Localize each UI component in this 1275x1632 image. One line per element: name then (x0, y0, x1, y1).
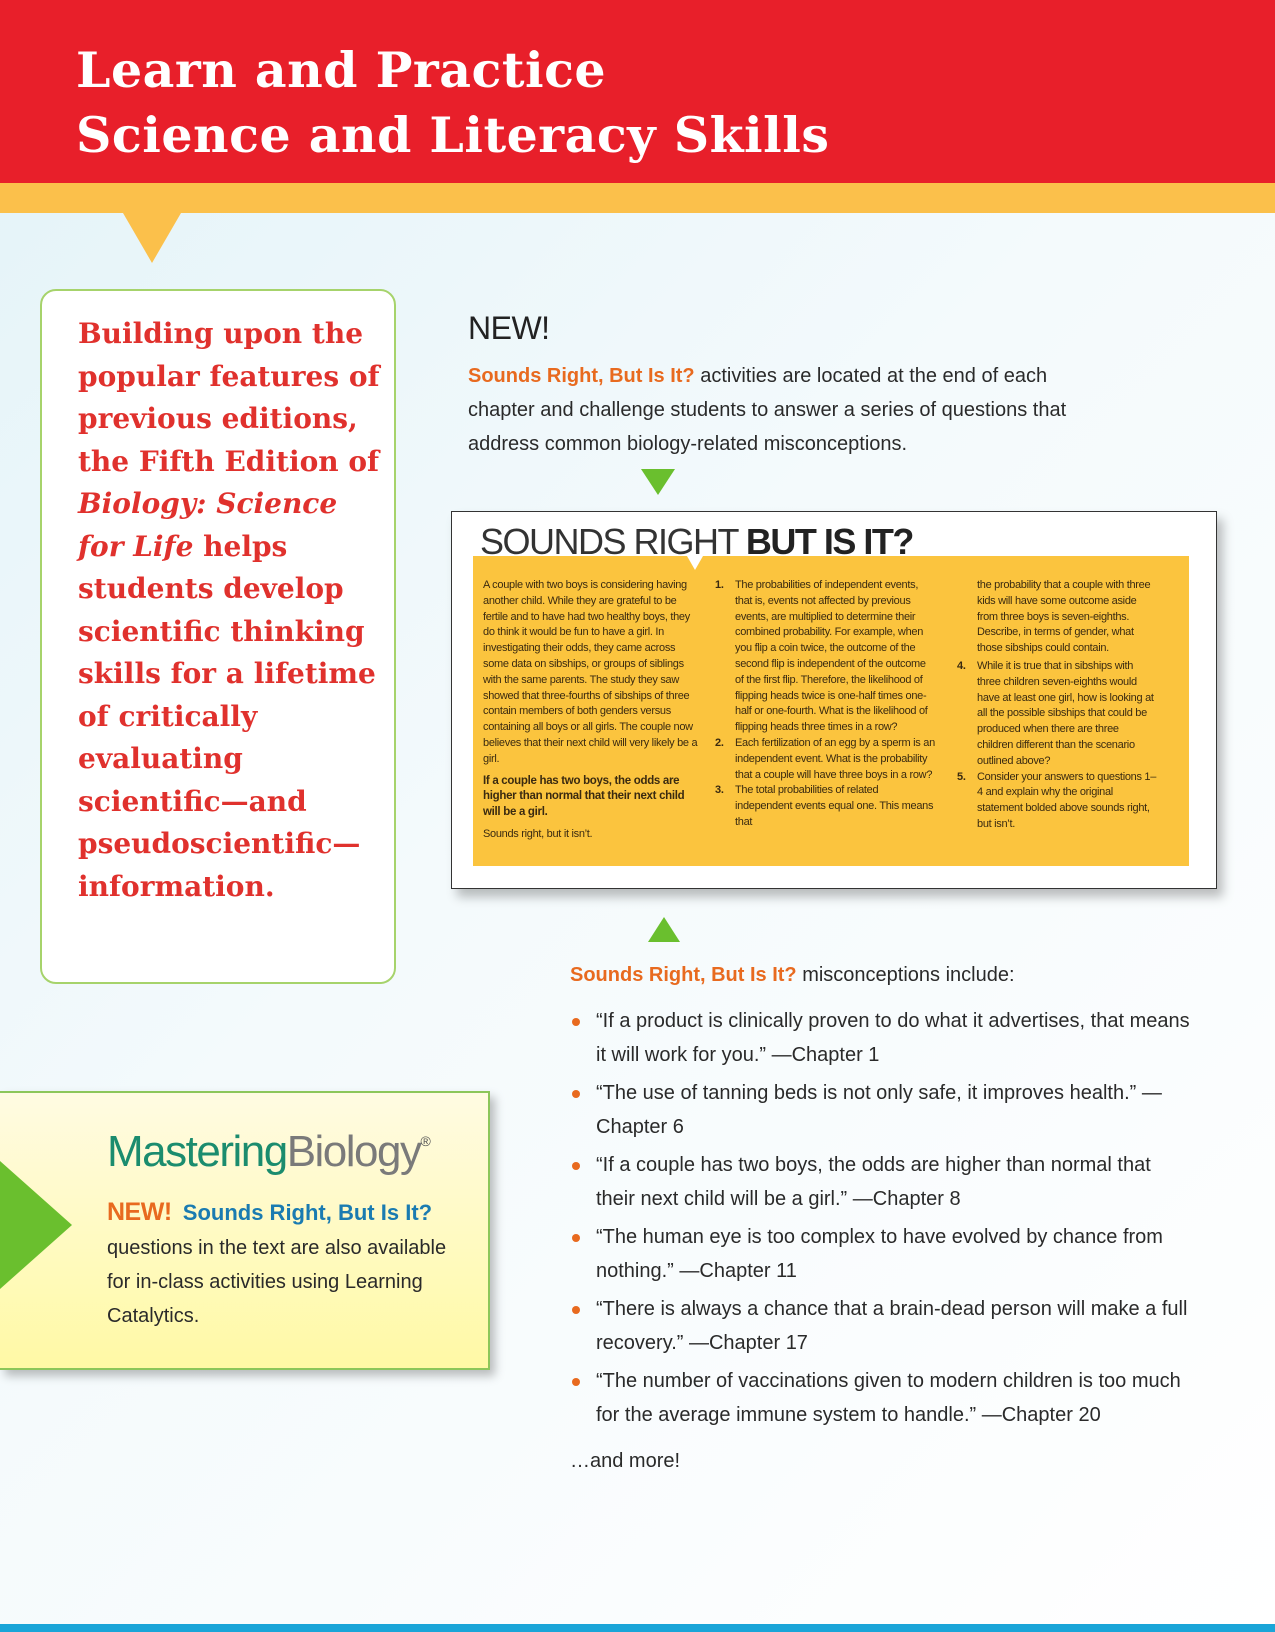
misconception-item (570, 1364, 1190, 1432)
stripe-pointer-icon (123, 213, 181, 263)
callout-text-before: Building upon the popular features of previous editions, the Fifth Edition of (78, 317, 380, 478)
sample-verdict: Sounds right, but it isn’t. (483, 827, 593, 840)
sample-title (480, 522, 913, 562)
sample-question-number: 4. (957, 659, 966, 672)
and-more-text: …and more! (570, 1450, 681, 1472)
sample-question-number: 2. (715, 736, 724, 749)
intro-callout-text (78, 313, 388, 908)
sample-panel (473, 556, 1189, 866)
page-title-line1: Learn and Practice (76, 41, 607, 99)
sample-questions-list (715, 578, 935, 831)
mastering-biology-box (0, 1091, 490, 1370)
sample-column-3 (957, 578, 1157, 833)
feature-description-text: activities are located at the end of each chapter and challenge students to answer a series of questions that address common biology-related misconceptions. (468, 365, 1067, 455)
sample-col3-continuation: the probability that a couple with three kids will have some outcome aside from three boys is seven-eighths. Describe, in terms of gender, what those sibships could contain. (977, 579, 1151, 655)
bullet-icon (572, 1378, 580, 1386)
sample-column-1 (483, 578, 703, 849)
new-feature-block (468, 310, 1108, 461)
misconceptions-feature-name: Sounds Right, But Is It? (570, 964, 797, 986)
misconceptions-intro (570, 958, 1190, 992)
logo-part2: Biology (286, 1127, 421, 1176)
bullet-icon (572, 1018, 580, 1026)
sample-question (715, 578, 935, 736)
sample-question (715, 783, 935, 830)
sample-title-thin: SOUNDS RIGHT (480, 521, 738, 562)
page-title (76, 38, 829, 168)
sample-question-text: While it is true that in sibships with three children seven-eighths would have at least one girl, how is looking at all the possible sibships that could be produced when there are three children different than the scenario outlined above? (977, 659, 1154, 767)
sample-question (957, 659, 1157, 770)
mastering-description-text: questions in the text are also available for in-class activities using Learning Catalytics. (107, 1237, 447, 1327)
triangle-down-icon (641, 469, 675, 495)
misconception-text: “If a product is clinically proven to do what it advertises, that means it will work for you.” —Chapter 1 (596, 1010, 1190, 1066)
logo-part1: Mastering (107, 1127, 287, 1176)
misconception-item (570, 1292, 1190, 1360)
misconception-item (570, 1220, 1190, 1288)
bullet-icon (572, 1234, 580, 1242)
sample-question-text: The total probabilities of related independent events equal one. This means that (735, 784, 934, 828)
sample-question-number: 5. (957, 770, 966, 783)
misconceptions-list (570, 1004, 1190, 1432)
misconceptions-intro-rest: misconceptions include: (796, 964, 1015, 986)
bullet-icon (572, 1090, 580, 1098)
sample-question-text: The probabilities of independent events, that is, events not affected by previous events, are multiplied to determine their combined probability. For example, when you flip a coin twice, the outcome of the second flip is independent of the outcome of the first flip. Therefore, the likelihood of flipping heads twice is one-half times one-half or one-fourth. What is the likelihood of flipping heads three times in a row? (735, 579, 928, 734)
mastering-new-label: NEW! (107, 1198, 172, 1226)
misconception-text: “The use of tanning beds is not only safe, it improves health.” —Chapter 6 (596, 1082, 1162, 1138)
sample-questions-list-continued (957, 659, 1157, 833)
misconception-item (570, 1004, 1190, 1072)
header-stripe (0, 183, 1275, 213)
sample-question-text: Each fertilization of an egg by a sperm is an independent event. What is the probability that a couple will have three boys in a row? (735, 736, 935, 781)
misconception-item (570, 1076, 1190, 1144)
new-label: NEW! (468, 310, 550, 346)
footer-bar (0, 1624, 1275, 1632)
sample-intro: A couple with two boys is considering having another child. While they are grateful to be fertile and to have had two healthy boys, they do think it would be fun to have a girl. In investigating their odds, they came across some data on sibships, or groups of siblings with the same parents. The study they saw showed that three-fourths of sibships of three contain members of both genders versus containing all boys or all girls. The couple now believes that their next child will very likely be a girl. (483, 579, 698, 765)
sample-question-number: 3. (715, 784, 724, 797)
mastering-feature-name: Sounds Right, But Is It? (182, 1200, 433, 1225)
sample-question-text: Consider your answers to questions 1–4 and explain why the original statement bolded above sounds right, but isn’t. (977, 770, 1157, 830)
mastering-biology-logo (107, 1127, 429, 1177)
intro-callout-box (40, 289, 396, 984)
sample-column-2 (715, 578, 935, 831)
misconception-text: “If a couple has two boys, the odds are higher than normal that their next child will be a girl.” —Chapter 8 (596, 1154, 1151, 1210)
sample-question (715, 736, 935, 783)
misconception-text: “There is always a chance that a brain-dead person will make a full recovery.” —Chapter 17 (596, 1298, 1188, 1354)
misconception-text: “The number of vaccinations given to modern children is too much for the average immune system to handle.” —Chapter 20 (596, 1370, 1181, 1426)
new-feature-description (468, 359, 1108, 461)
misconceptions-section (570, 958, 1190, 1478)
page-header (0, 0, 1275, 183)
callout-text-after: helps students develop scientific thinking skills for a lifetime of critically evaluating scientific—and pseudoscientific—information. (78, 529, 376, 903)
misconception-item (570, 1148, 1190, 1216)
sample-question-number: 1. (715, 579, 724, 591)
misconception-text: “The human eye is too complex to have evolved by chance from nothing.” —Chapter 11 (596, 1226, 1163, 1282)
bullet-icon (572, 1306, 580, 1314)
page-title-line2: Science and Literacy Skills (76, 106, 830, 164)
bullet-icon (572, 1162, 580, 1170)
sample-activity-image (451, 511, 1217, 889)
sample-claim: If a couple has two boys, the odds are higher than normal that their next child will be a girl. (483, 774, 685, 819)
sample-question (957, 770, 1157, 833)
sample-title-bold: BUT IS IT? (745, 521, 913, 562)
logo-registered: ® (420, 1133, 430, 1149)
callout-book-title: Biology: Science for Life (78, 487, 338, 563)
arrow-right-icon (0, 1161, 72, 1289)
mastering-description (107, 1195, 457, 1333)
triangle-up-icon (648, 917, 680, 942)
feature-name: Sounds Right, But Is It? (468, 365, 695, 387)
